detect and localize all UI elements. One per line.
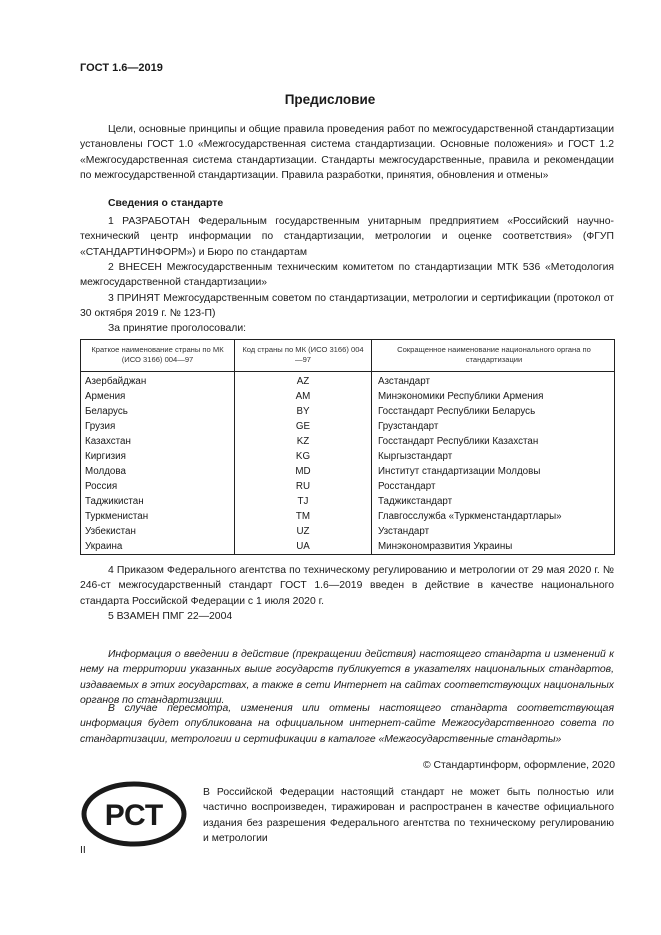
page-number: II [80,845,86,856]
code-cell: AM [235,389,372,404]
table-row [81,404,615,419]
info-paragraph-2: В случае пересмотра, изменения или отмены настоящего стандарта соответствующая информация будет опубликована на официальном интернет-сайте Межгосударственного совета по стандартизации, метрологии и сертификации в каталоге «Межгосударственные стандарты» [80,703,614,745]
standard-info-heading: Сведения о стандарте [108,198,224,209]
country-cell: Азербайджан [81,372,235,390]
body-cell: Таджикстандарт [372,494,615,509]
code-cell: TM [235,509,372,524]
body-cell: Узстандарт [372,524,615,539]
country-cell: Казахстан [81,434,235,449]
table-row [81,494,615,509]
body-cell: Главгосслужба «Туркменстандартлары» [372,509,615,524]
rst-logo-icon [80,780,192,848]
table-row [81,372,615,390]
table-row [81,389,615,404]
voting-table [80,339,615,555]
item-2-introduced: 2 ВНЕСЕН Межгосударственным техническим комитетом по стандартизации МТК 536 «Методология межгосударственной стандартизации» [80,262,614,289]
country-cell: Россия [81,479,235,494]
column-header-code: Код страны по МК (ИСО 3166) 004—97 [235,340,372,372]
intro-paragraph: Цели, основные принципы и общие правила проведения работ по межгосударственной стандартизации установлены ГОСТ 1.0 «Межгосударственная система стандартизации. Основные положения» и ГОСТ 1.2 «Межгосударственная система стандартизации. Стандарты межгосударственные, правила и рекомендации по межгосударственной стандартизации. Правила разработки, принятия, обновления и отмены» [80,124,614,181]
table-row [81,509,615,524]
code-cell: TJ [235,494,372,509]
code-cell: AZ [235,372,372,390]
body-cell: Минэкономразвития Украины [372,539,615,555]
country-cell: Узбекистан [81,524,235,539]
item-1-developed: 1 РАЗРАБОТАН Федеральным государственным унитарным предприятием «Российский научно-технический центр информации по стандартизации, метрологии и оценке соответствия» (ФГУП «СТАНДАРТИНФОРМ») и Бюро по стандартам [80,216,614,258]
table-row [81,419,615,434]
code-cell: UA [235,539,372,555]
code-cell: RU [235,479,372,494]
logo-text: РСТ [104,799,164,832]
country-cell: Туркменистан [81,509,235,524]
table-row [81,464,615,479]
body-cell: Кыргызстандарт [372,449,615,464]
body-cell: Росстандарт [372,479,615,494]
table-row [81,524,615,539]
code-cell: KZ [235,434,372,449]
country-cell: Таджикистан [81,494,235,509]
code-cell: MD [235,464,372,479]
code-cell: GE [235,419,372,434]
body-cell: Азстандарт [372,372,615,390]
code-cell: UZ [235,524,372,539]
column-header-body: Сокращенное наименование национального органа по стандартизации [372,340,615,372]
copyright: © Стандартинформ, оформление, 2020 [422,760,615,771]
country-cell: Армения [81,389,235,404]
country-cell: Беларусь [81,404,235,419]
body-cell: Госстандарт Республики Беларусь [372,404,615,419]
body-cell: Госстандарт Республики Казахстан [372,434,615,449]
country-cell: Киргизия [81,449,235,464]
table-row [81,479,615,494]
page-title: Предисловие [284,92,376,107]
table-header-row [81,340,615,372]
country-cell: Молдова [81,464,235,479]
info-paragraph-1: Информация о введении в действие (прекращении действия) настоящего стандарта и изменений к нему на территории указанных выше государств публикуется в указателях национальных стандартов, издаваемых в этих государствах, а также в сети Интернет на сайтах соответствующих национальных органов по стандартизации. [80,649,614,706]
body-cell: Минэкономики Республики Армения [372,389,615,404]
country-cell: Украина [81,539,235,555]
body-cell: Грузстандарт [372,419,615,434]
item-4-enacted: 4 Приказом Федерального агентства по техническому регулированию и метрологии от 29 мая 2020 г. № 246-ст межгосударственный стандарт ГОСТ 1.6—2019 введен в действие в качестве национального стандарта Российской Федерации с 1 июля 2020 г. [80,565,614,607]
table-row [81,539,615,555]
table-row [81,434,615,449]
copyright-notice [203,785,614,846]
item-5-replaces: 5 ВЗАМЕН ПМГ 22—2004 [108,611,233,622]
code-cell: BY [235,404,372,419]
country-cell: Грузия [81,419,235,434]
document-header: ГОСТ 1.6—2019 [80,62,163,74]
voted-label: За принятие проголосовали: [108,323,247,334]
column-header-country: Краткое наименование страны по МК (ИСО 3166) 004—97 [81,340,235,372]
code-cell: KG [235,449,372,464]
table-row [81,449,615,464]
notice-text: В Российской Федерации настоящий стандарт не может быть полностью или частично воспроизведен, тиражирован и распространен в качестве официального издания без разрешения Федерального агентства по техническому регулированию и метрологии [203,787,614,844]
item-3-adopted: 3 ПРИНЯТ Межгосударственным советом по стандартизации, метрологии и сертификации (протокол от 30 октября 2019 г. № 123-П) [80,293,614,320]
body-cell: Институт стандартизации Молдовы [372,464,615,479]
